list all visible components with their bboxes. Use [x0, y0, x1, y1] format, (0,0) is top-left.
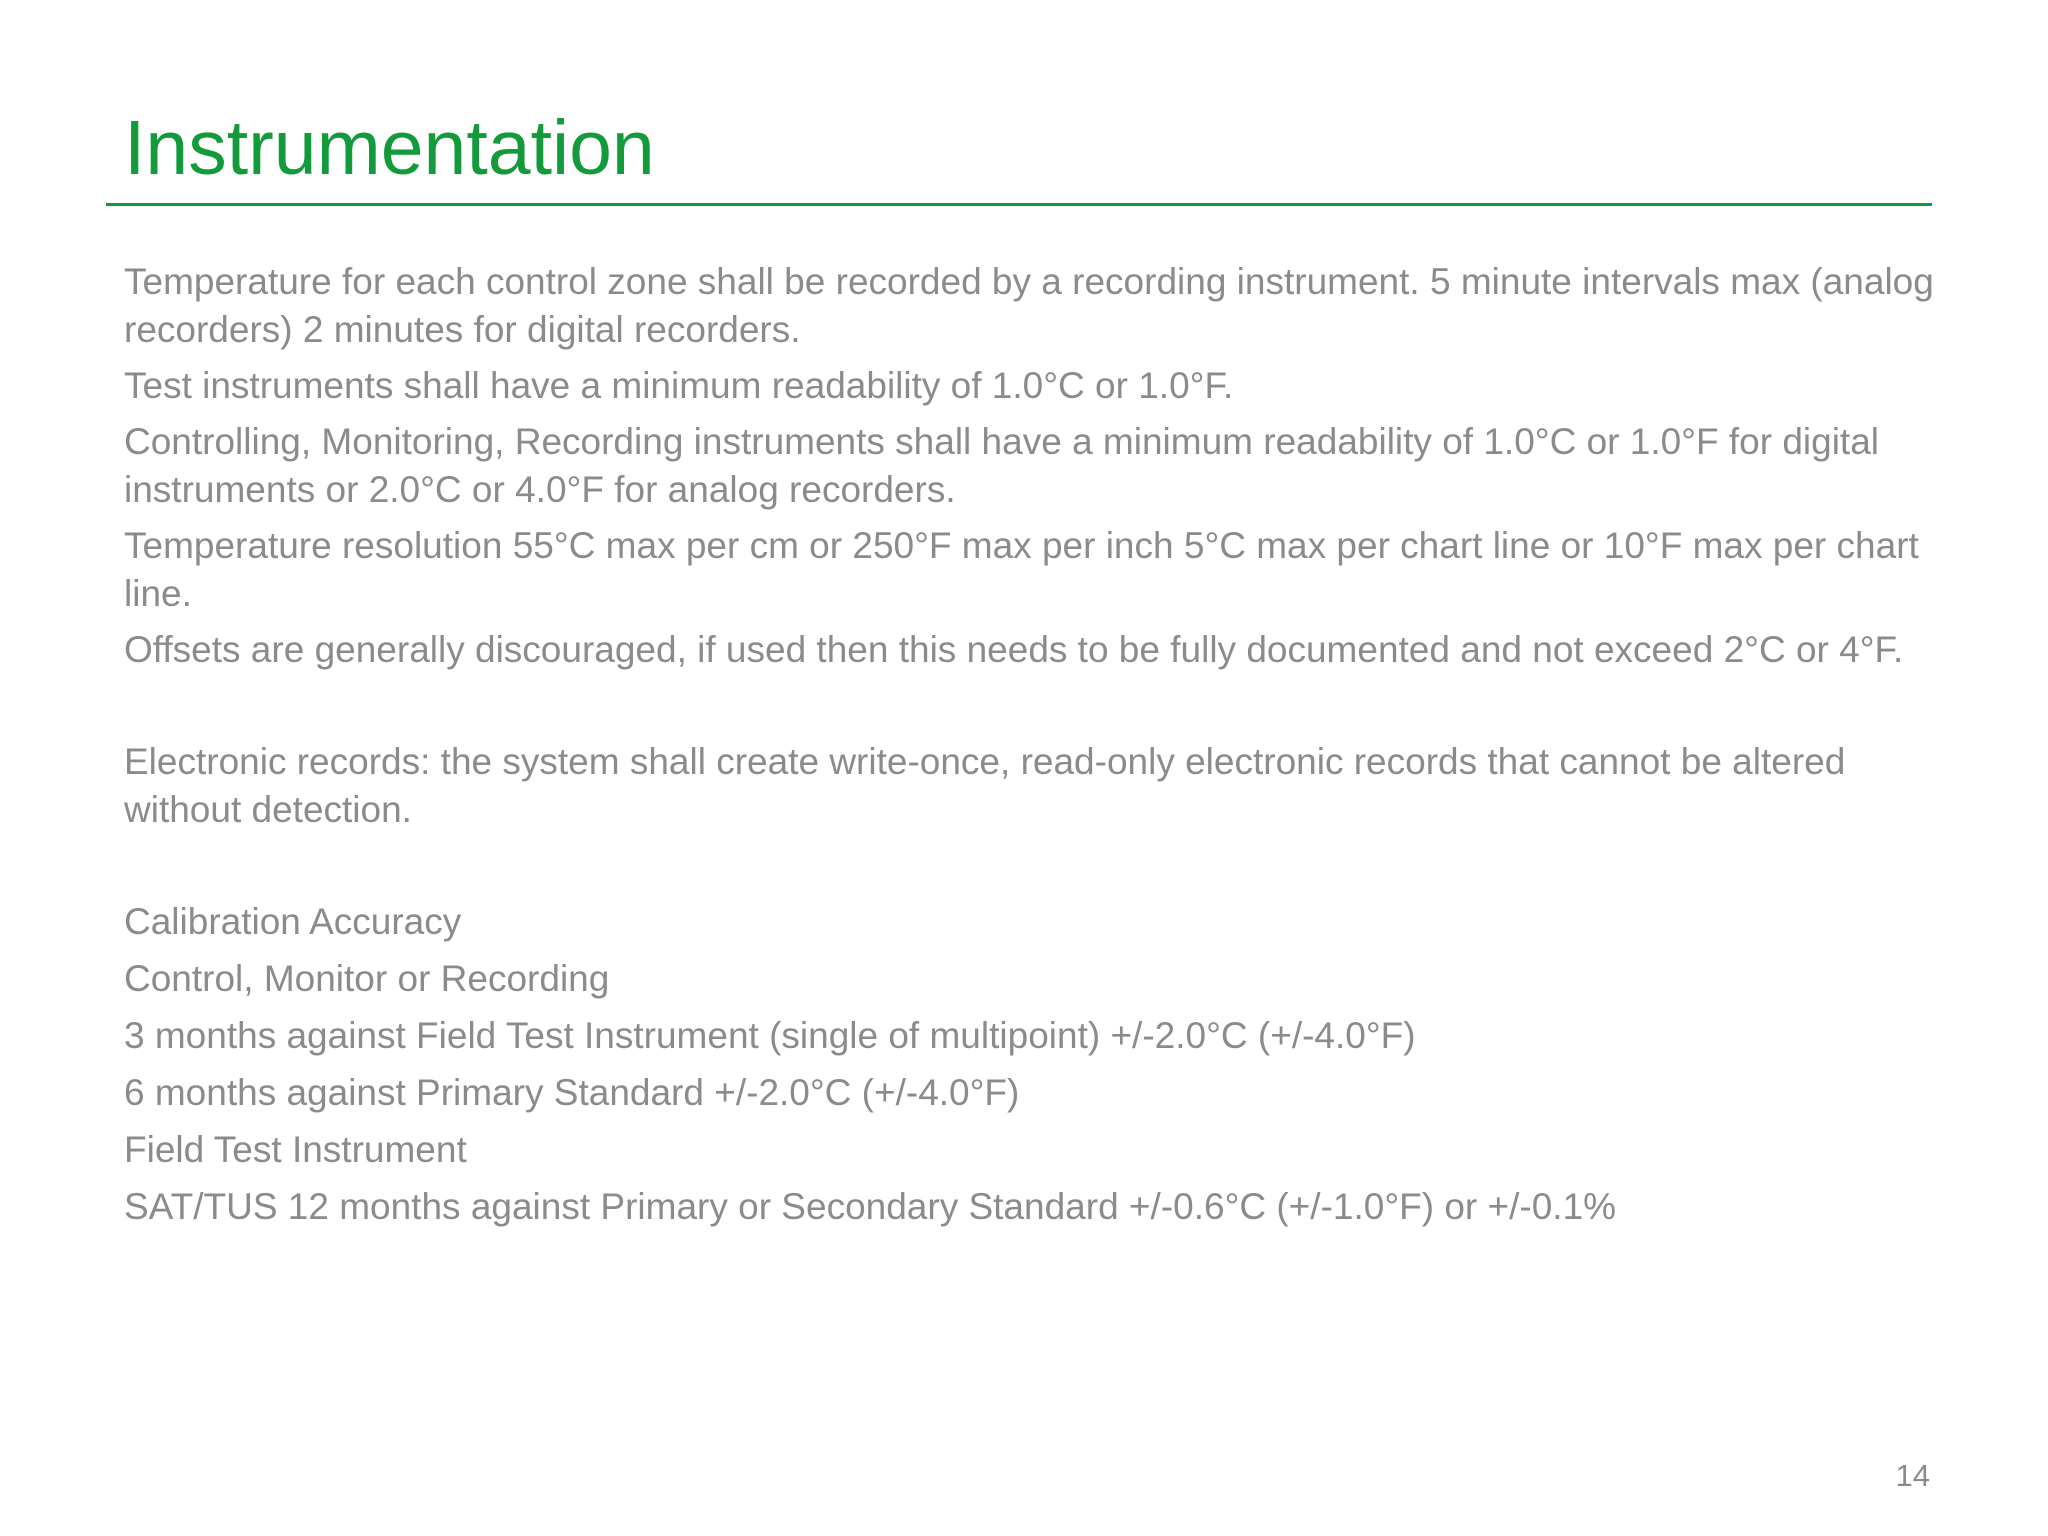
- calibration-heading: Calibration Accuracy: [124, 901, 462, 942]
- calibration-line: 6 months against Primary Standard +/-2.0°C (+/-4.0°F): [124, 1072, 1020, 1113]
- slide-title: Instrumentation: [124, 105, 655, 191]
- calibration-line: Field Test Instrument: [124, 1129, 467, 1170]
- body-paragraph: Offsets are generally discouraged, if used then this needs to be fully documented and not exceed 2°C or 4°F.: [124, 629, 1904, 670]
- electronic-records-paragraph: Electronic records: the system shall create write-once, read-only electronic records that cannot be altered without detection.: [124, 741, 1846, 830]
- calibration-line: 3 months against Field Test Instrument (single of multipoint) +/-2.0°C (+/-4.0°F): [124, 1015, 1416, 1056]
- page-number: 14: [1895, 1458, 1930, 1493]
- calibration-section: [124, 898, 1944, 1231]
- body-paragraph: Temperature for each control zone shall be recorded by a recording instrument. 5 minute intervals max (analog recorders) 2 minutes for digital recorders.: [124, 261, 1934, 350]
- body-paragraph: Test instruments shall have a minimum readability of 1.0°C or 1.0°F.: [124, 365, 1234, 406]
- body-paragraph: Controlling, Monitoring, Recording instruments shall have a minimum readability of 1.0°C or 1.0°F for digital instruments or 2.0°C or 4.0°F for analog recorders.: [124, 421, 1879, 510]
- slide-body: [124, 258, 1944, 1240]
- body-paragraph: Temperature resolution 55°C max per cm or 250°F max per inch 5°C max per chart line or 10°F max per chart line.: [124, 525, 1919, 614]
- title-divider: [106, 203, 1932, 206]
- calibration-line: Control, Monitor or Recording: [124, 958, 610, 999]
- calibration-line: SAT/TUS 12 months against Primary or Secondary Standard +/-0.6°C (+/-1.0°F) or +/-0.1%: [124, 1186, 1617, 1227]
